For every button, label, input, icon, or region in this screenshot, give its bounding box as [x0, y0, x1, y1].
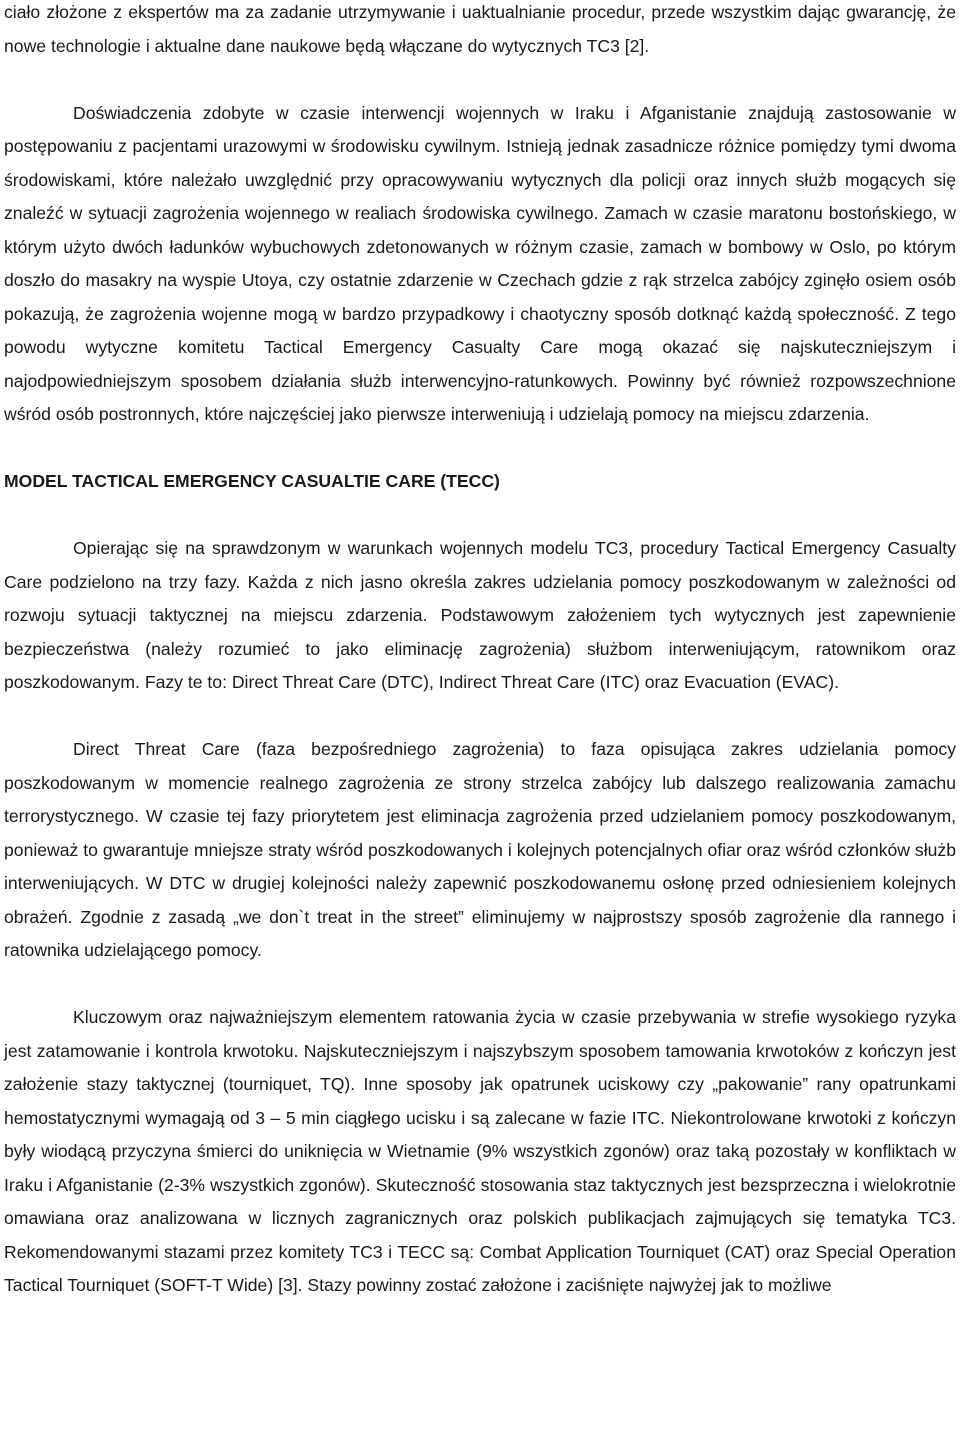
paragraph-gap [4, 700, 956, 734]
paragraph-bleeding-control: Kluczowym oraz najważniejszym elementem ratowania życia w czasie przebywania w strefie wysokiego ryzyka jest zatamowanie i kontrola krwotoku. Najskuteczniejszym i najszybszym sposobem tamowania krwotoków z kończyn jest założenie stazy taktycznej (tourniquet, TQ). Inne sposoby jak opatrunek uciskowy czy „pakowanie” rany opatrunkami hemostatycznymi wymagają od 3 – 5 min ciągłego ucisku i są zalecane w fazie ITC. Niekontrolowane krwotoki z kończyn były wiodącą przyczyna śmierci do uniknięcia w Wietnamie (9% wszystkich zgonów) oraz taką pozostały w konfliktach w Iraku i Afganistanie (2-3% wszystkich zgonów). Skuteczność stosowania staz taktycznych jest bezsprzeczna i wielokrotnie omawiana oraz analizowana w licznych zagranicznych oraz polskich publikacjach zajmujących się tematyka TC3. Rekomendowanymi stazami przez komitety TC3 i TECC są: Combat Application Tourniquet (CAT) oraz Special Operation Tactical Tourniquet (SOFT-T Wide) [3]. Stazy powinny zostać założone i zaciśnięte najwyżej jak to możliwe [4, 1007, 956, 1295]
paragraph-gap [4, 63, 956, 97]
document-page [4, 0, 956, 1303]
paragraph-intro-continuation: ciało złożone z ekspertów ma za zadanie utrzymywanie i uaktualnianie procedur, przede wszystkim dając gwarancję, że nowe technologie i aktualne dane naukowe będą włączane do wytycznych TC3 [2]. [4, 2, 956, 56]
paragraph-gap [4, 968, 956, 1002]
paragraph-gap [4, 499, 956, 533]
paragraph-tecc-phases: Opierając się na sprawdzonym w warunkach wojennych modelu TC3, procedury Tactical Emergency Casualty Care podzielono na trzy fazy. Każda z nich jasno określa zakres udzielania pomocy poszkodowanym w zależności od rozwoju sytuacji taktycznej na miejscu zdarzenia. Podstawowym założeniem tych wytycznych jest zapewnienie bezpieczeństwa (należy rozumieć to jako eliminację zagrożenia) służbom interweniującym, ratownikom oraz poszkodowanym. Fazy te to: Direct Threat Care (DTC), Indirect Threat Care (ITC) oraz Evacuation (EVAC). [4, 538, 956, 692]
paragraph-direct-threat-care: Direct Threat Care (faza bezpośredniego zagrożenia) to faza opisująca zakres udzielania pomocy poszkodowanym w momencie realnego zagrożenia ze strony strzelca zabójcy lub dalszego realizowania zamachu terrorystycznego. W czasie tej fazy priorytetem jest eliminacja zagrożenia przed udzielaniem pomocy poszkodowanym, ponieważ to gwarantuje mniejsze straty wśród poszkodowanych i kolejnych potencjalnych ofiar oraz wśród członków służb interweniujących. W DTC w drugiej kolejności należy zapewnić poszkodowanemu osłonę przed odniesieniem kolejnych obrażeń. Zgodnie z zasadą „we don`t treat in the street” eliminujemy w najprostszy sposób zagrożenie dla rannego i ratownika udzielającego pomocy. [4, 739, 956, 960]
section-heading: MODEL TACTICAL EMERGENCY CASUALTIE CARE (TECC) [4, 471, 500, 491]
paragraph-gap [4, 432, 956, 466]
paragraph-experiences: Doświadczenia zdobyte w czasie interwencji wojennych w Iraku i Afganistanie znajdują zastosowanie w postępowaniu z pacjentami urazowymi w środowisku cywilnym. Istnieją jednak zasadnicze różnice pomiędzy tymi dwoma środowiskami, które należało uwzględnić przy opracowywaniu wytycznych dla policji oraz innych służb mogących się znaleźć w sytuacji zagrożenia wojennego w realiach środowiska cywilnego. Zamach w czasie maratonu bostońskiego, w którym użyto dwóch ładunków wybuchowych zdetonowanych w różnym czasie, zamach w bombowy w Oslo, po którym doszło do masakry na wyspie Utoya, czy ostatnie zdarzenie w Czechach gdzie z rąk strzelca zabójcy zginęło osiem osób pokazują, że zagrożenia wojenne mogą w bardzo przypadkowy i chaotyczny sposób dotknąć każdą społeczność. Z tego powodu wytyczne komitetu Tactical Emergency Casualty Care mogą okazać się najskuteczniejszym i najodpowiedniejszym sposobem działania służb interwencyjno-ratunkowych. Powinny być również rozpowszechnione wśród osób postronnych, które najczęściej jako pierwsze interweniują i udzielają pomocy na miejscu zdarzenia. [4, 102, 956, 424]
